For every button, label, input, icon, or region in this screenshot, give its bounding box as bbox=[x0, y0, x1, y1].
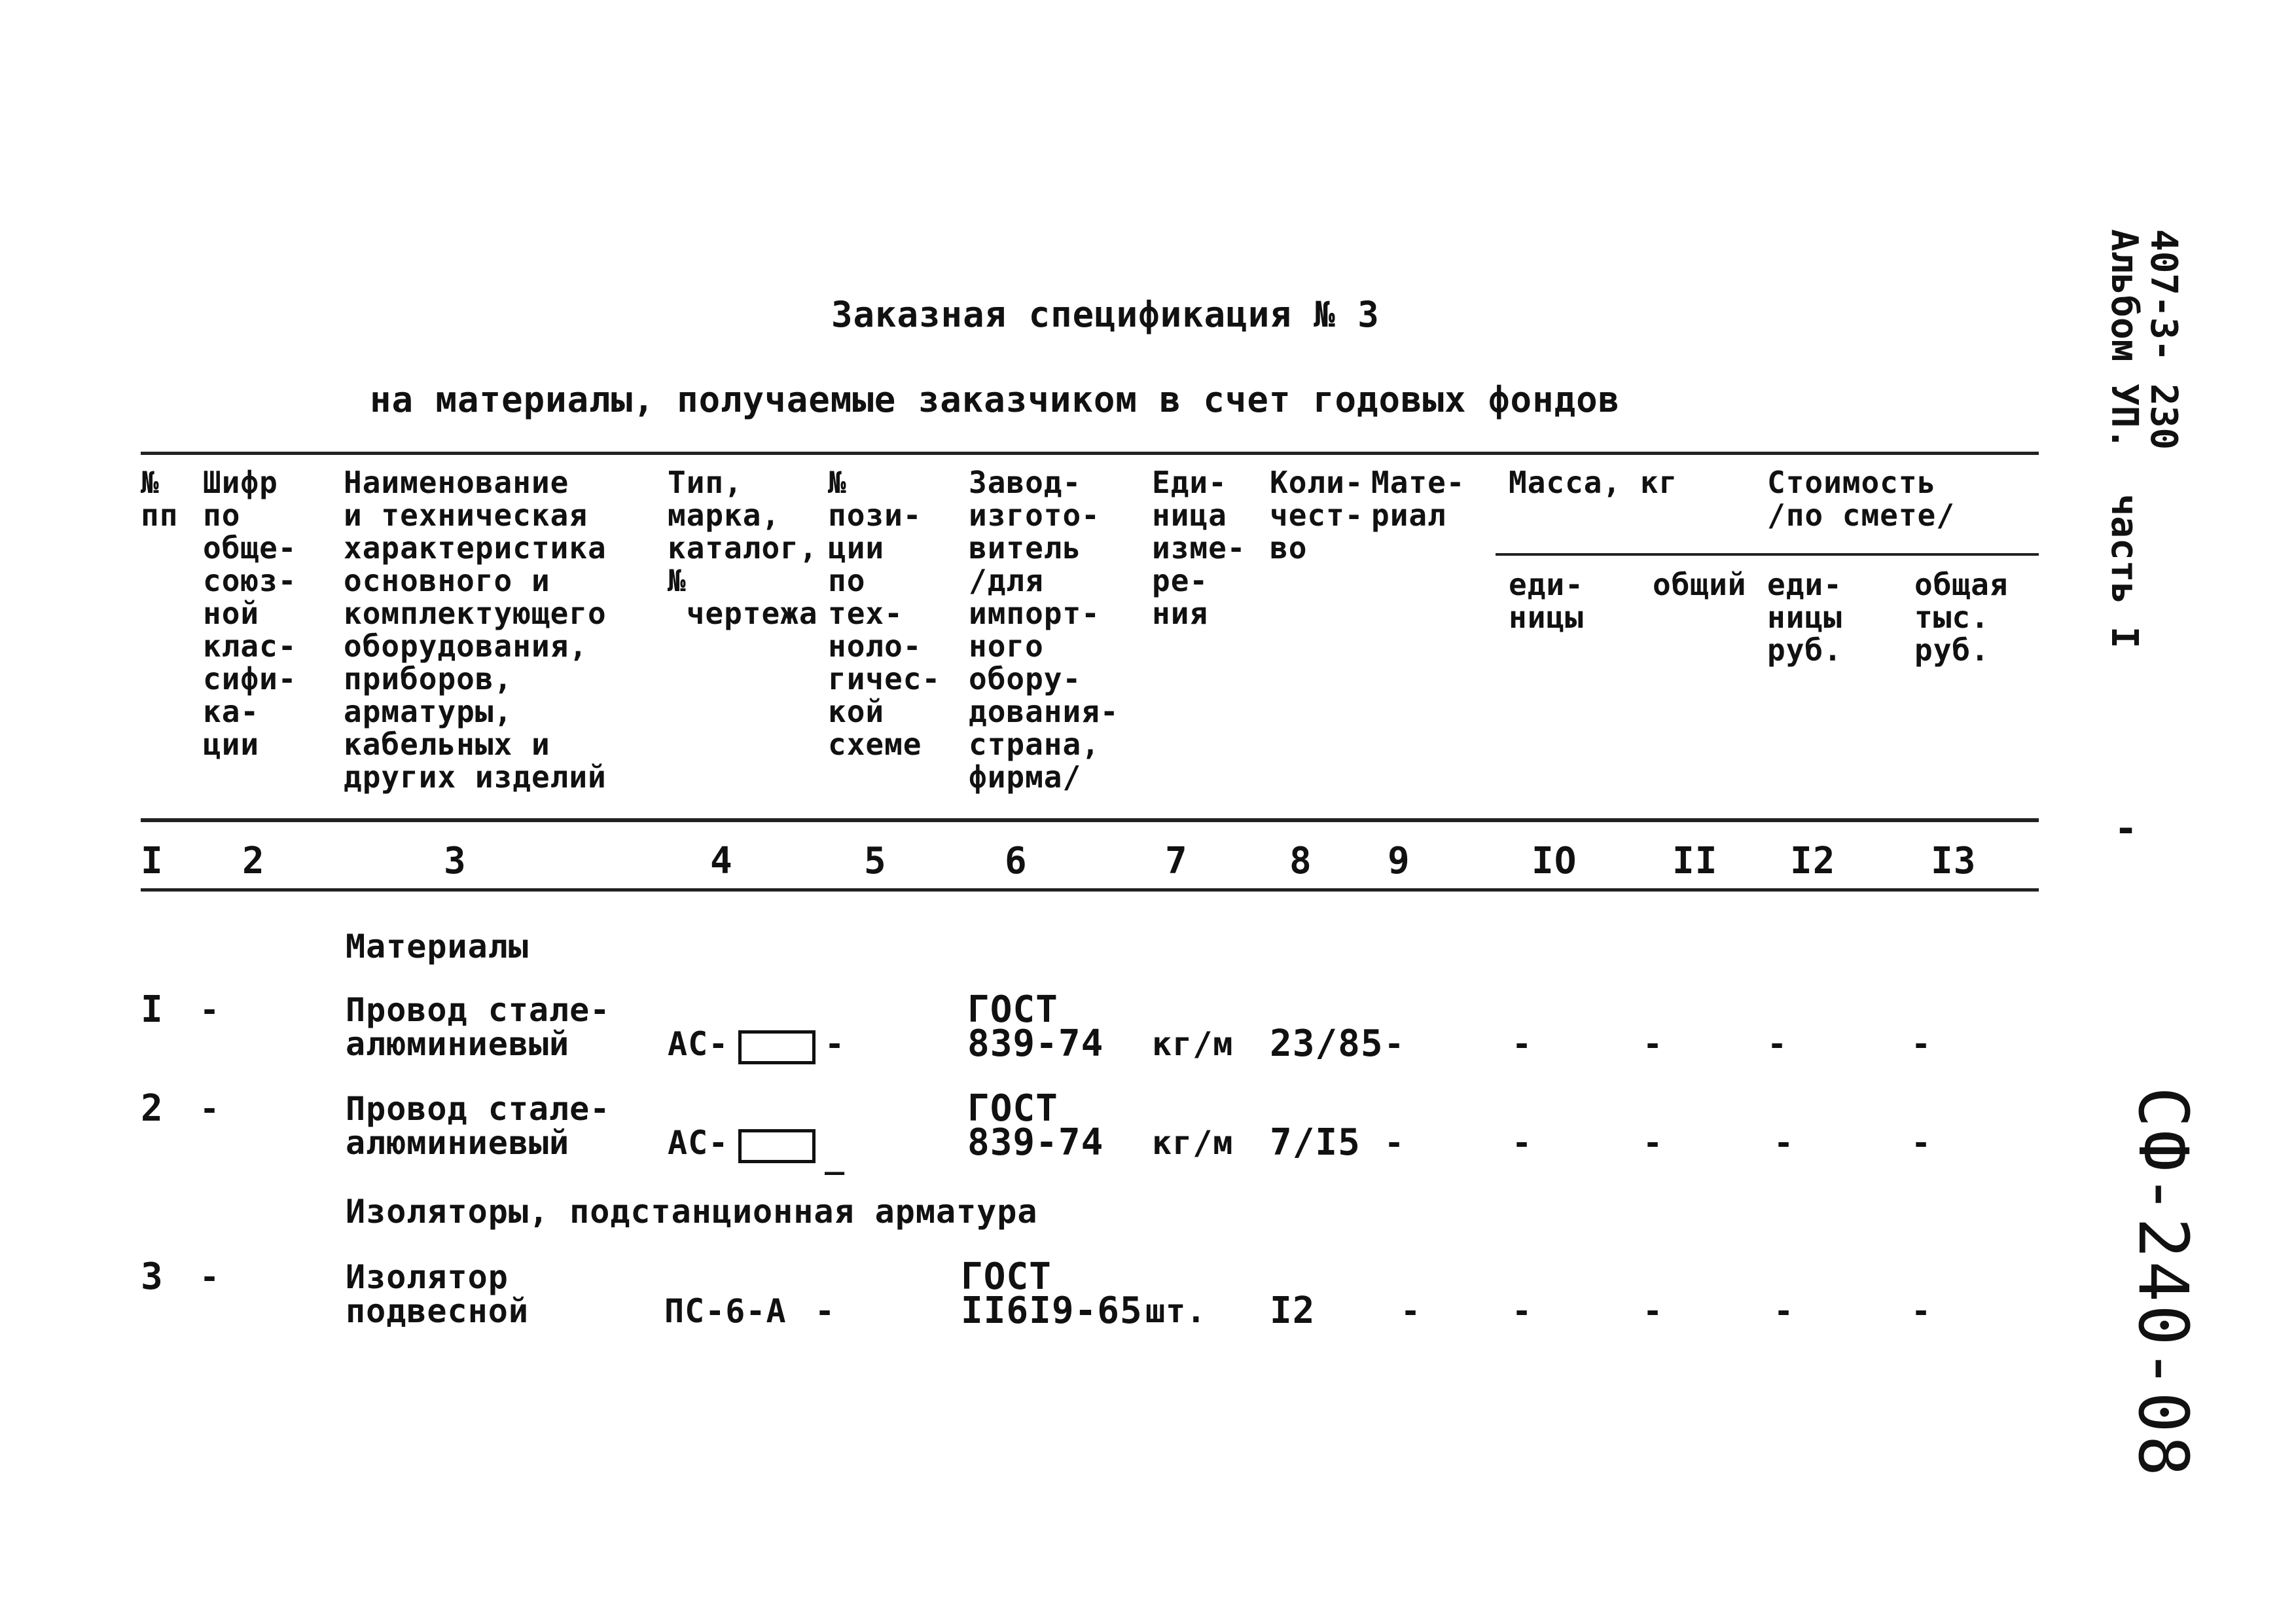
row-number: 2 bbox=[141, 1087, 164, 1130]
row-type: АС- bbox=[668, 1025, 729, 1063]
header-classification-code: Шифр по обще- союз- ной клас- сифи- ка- ции bbox=[203, 465, 297, 762]
header-position: № пози- ции по тех- ноло- гичес- кой схеме bbox=[828, 465, 941, 762]
row-type-suffix: _ bbox=[825, 1137, 846, 1175]
drawing-code: СФ-240-08 bbox=[2123, 1087, 2203, 1479]
column-number: 8 bbox=[1289, 840, 1312, 882]
header-cost-group: Стоимость /по смете/ bbox=[1767, 465, 1955, 533]
row-type: ПС-6-А bbox=[664, 1292, 787, 1330]
row-unit: кг/м bbox=[1152, 1025, 1234, 1063]
header-manufacturer: Завод- изгото- витель /для импорт- ного обору- дования- страна, фирма/ bbox=[969, 465, 1119, 795]
row-number: I bbox=[141, 988, 164, 1031]
row-mass-total: - bbox=[1643, 1025, 1664, 1063]
album-stamp: 407-3- 230 Альбом УП. часть I bbox=[2103, 229, 2185, 649]
header-name-characteristics: Наименование и техническая характеристика основного и комплектующего оборудования, приборов, арматуры, кабельных и других изделий bbox=[344, 465, 607, 795]
column-number: IO bbox=[1532, 840, 1577, 882]
row-quantity: 23/85 bbox=[1270, 1022, 1384, 1065]
column-number: II bbox=[1672, 840, 1718, 882]
section-heading-insulators: Изоляторы, подстанционная арматура bbox=[346, 1193, 1038, 1231]
column-number: 6 bbox=[1005, 840, 1028, 882]
column-number: I2 bbox=[1790, 840, 1836, 882]
header-type-brand: Тип, марка, каталог, № чертежа bbox=[668, 465, 818, 631]
header-mass-unit: еди- ницы bbox=[1509, 567, 1584, 635]
header-subgroup-rule bbox=[1496, 553, 2039, 556]
row-cost-unit: - bbox=[1774, 1124, 1795, 1162]
row-mass-total: - bbox=[1643, 1292, 1664, 1330]
row-type-suffix: - bbox=[825, 1025, 846, 1063]
header-top-rule bbox=[141, 452, 2039, 455]
row-material: - bbox=[1384, 1124, 1405, 1162]
row-cost-unit: - bbox=[1767, 1025, 1788, 1063]
header-mass-group: Масса, кг bbox=[1509, 465, 1678, 500]
row-type-suffix: - bbox=[815, 1292, 836, 1330]
document-title: Заказная спецификация № 3 bbox=[831, 294, 1380, 335]
row-mass-unit: - bbox=[1512, 1124, 1533, 1162]
row-material: - bbox=[1401, 1292, 1422, 1330]
column-number: 3 bbox=[444, 840, 467, 882]
row-unit: кг/м bbox=[1152, 1124, 1234, 1162]
margin-dash: - bbox=[2114, 806, 2139, 852]
header-quantity: Коли- чест- во bbox=[1270, 465, 1364, 566]
header-row-number: № пп bbox=[141, 465, 179, 533]
row-mass-total: - bbox=[1643, 1124, 1664, 1162]
header-cost-unit: еди- ницы руб. bbox=[1767, 567, 1842, 668]
column-number: I bbox=[141, 840, 164, 882]
row-name: Провод стале- алюминиевый bbox=[346, 991, 611, 1063]
row-name: Провод стале- алюминиевый bbox=[346, 1090, 611, 1162]
row-mass-unit: - bbox=[1512, 1292, 1533, 1330]
row-cost-unit: - bbox=[1774, 1292, 1795, 1330]
row-cost-total: - bbox=[1911, 1124, 1932, 1162]
header-material: Мате- риал bbox=[1371, 465, 1465, 533]
column-numbers-rule bbox=[141, 888, 2039, 892]
document-subtitle: на материалы, получаемые заказчиком в счет годовых фондов bbox=[370, 379, 1621, 420]
row-manufacturer: ГОСТ II6I9-65 bbox=[961, 1255, 1143, 1332]
row-code: - bbox=[200, 1090, 221, 1128]
row-manufacturer: ГОСТ 839-74 bbox=[967, 1087, 1104, 1164]
column-number: 2 bbox=[242, 840, 265, 882]
header-bottom-rule bbox=[141, 818, 2039, 822]
row-name: Изолятор подвесной bbox=[346, 1258, 529, 1330]
section-heading-materials: Материалы bbox=[346, 928, 529, 965]
row-quantity: 7/I5 bbox=[1270, 1121, 1361, 1164]
column-number: 9 bbox=[1388, 840, 1410, 882]
column-number: 5 bbox=[864, 840, 887, 882]
row-code: - bbox=[200, 991, 221, 1029]
row-mass-unit: - bbox=[1512, 1025, 1533, 1063]
row-code: - bbox=[200, 1258, 221, 1296]
row-cost-total: - bbox=[1911, 1292, 1932, 1330]
row-type: АС- bbox=[668, 1124, 729, 1162]
column-number: 7 bbox=[1165, 840, 1188, 882]
row-unit: шт. bbox=[1145, 1292, 1207, 1330]
row-number: 3 bbox=[141, 1255, 164, 1298]
row-cost-total: - bbox=[1911, 1025, 1932, 1063]
column-number: 4 bbox=[710, 840, 733, 882]
row-quantity: I2 bbox=[1270, 1290, 1316, 1332]
row-material: - bbox=[1384, 1025, 1405, 1063]
blank-type-box bbox=[738, 1129, 816, 1163]
blank-type-box bbox=[738, 1030, 816, 1064]
header-unit: Еди- ница изме- ре- ния bbox=[1152, 465, 1246, 631]
row-manufacturer: ГОСТ 839-74 bbox=[967, 988, 1104, 1065]
header-mass-total: общий bbox=[1653, 567, 1747, 602]
header-cost-total: общая тыс. руб. bbox=[1914, 567, 2009, 668]
column-number: I3 bbox=[1931, 840, 1977, 882]
